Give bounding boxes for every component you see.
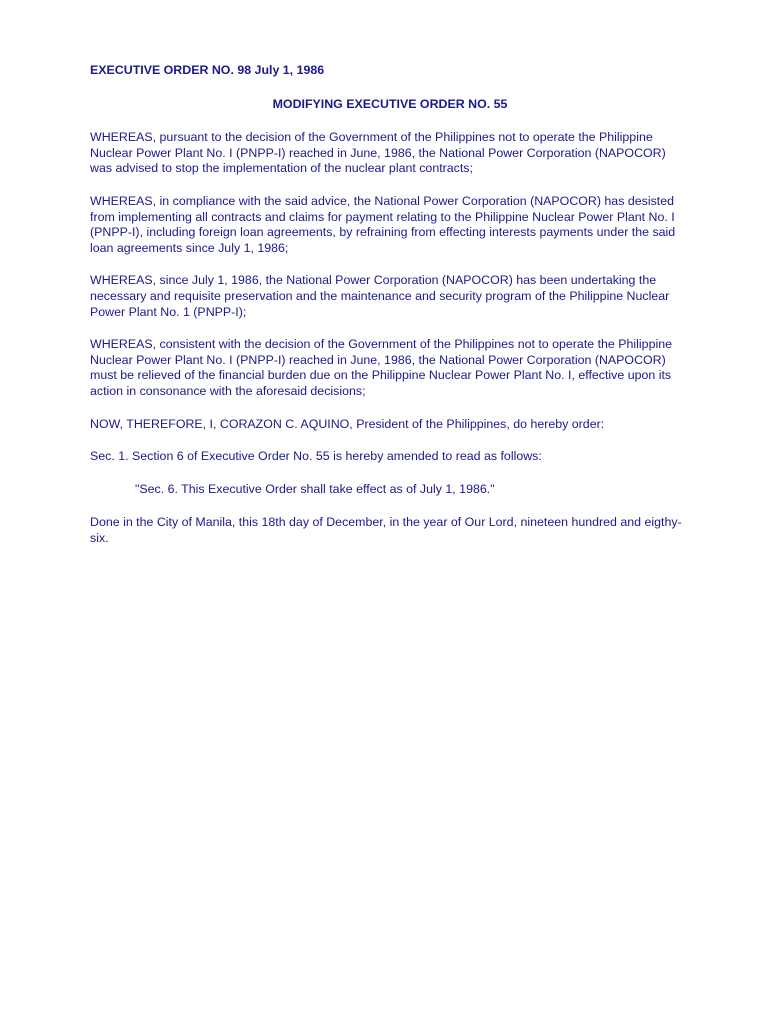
document-title: EXECUTIVE ORDER NO. 98 July 1, 1986 (90, 63, 325, 77)
whereas-paragraph-3: WHEREAS, since July 1, 1986, the National Power Corporation (NAPOCOR) has been undertaking the necessary and requisite preservation and the maintenance and security program of the Philippine Nuclear Power Plant No. 1 (PNPP-I); (90, 273, 670, 319)
closing-paragraph: Done in the City of Manila, this 18th day of December, in the year of Our Lord, nineteen hundred and eigthy-six. (90, 515, 682, 545)
document-subtitle: MODIFYING EXECUTIVE ORDER NO. 55 (272, 96, 508, 111)
whereas-paragraph-4: WHEREAS, consistent with the decision of the Government of the Philippines not to operate the Philippine Nuclear Power Plant No. I (PNPP-I) reached in June, 1986, the National Power Corporation (NAPOCOR) must be relieved of the financial burden due on the Philippine Nuclear Power Plant No. I, effective upon its action in consonance with the aforesaid decisions; (90, 337, 672, 398)
whereas-paragraph-2: WHEREAS, in compliance with the said advice, the National Power Corporation (NAPOCOR) has desisted from implementing all contracts and claims for payment relating to the Philippine Nuclear Power Plant No. I (PNPP-I), including foreign loan agreements, by refraining from effecting interests payments under the said loan agreements since July 1, 1986; (90, 193, 676, 255)
quoted-section-6: "Sec. 6. This Executive Order shall take effect as of July 1, 1986." (135, 481, 495, 496)
section-1-paragraph: Sec. 1. Section 6 of Executive Order No. 55 is hereby amended to read as follows: (90, 449, 542, 464)
document-page (90, 63, 690, 563)
order-paragraph: NOW, THEREFORE, I, CORAZON C. AQUINO, President of the Philippines, do hereby order: (90, 416, 605, 431)
whereas-paragraph-1: WHEREAS, pursuant to the decision of the Government of the Philippines not to operate the Philippine Nuclear Power Plant No. I (PNPP-I) reached in June, 1986, the National Power Corporation (NAPOCOR) was advised to stop the implementation of the nuclear plant contracts; (90, 130, 666, 176)
